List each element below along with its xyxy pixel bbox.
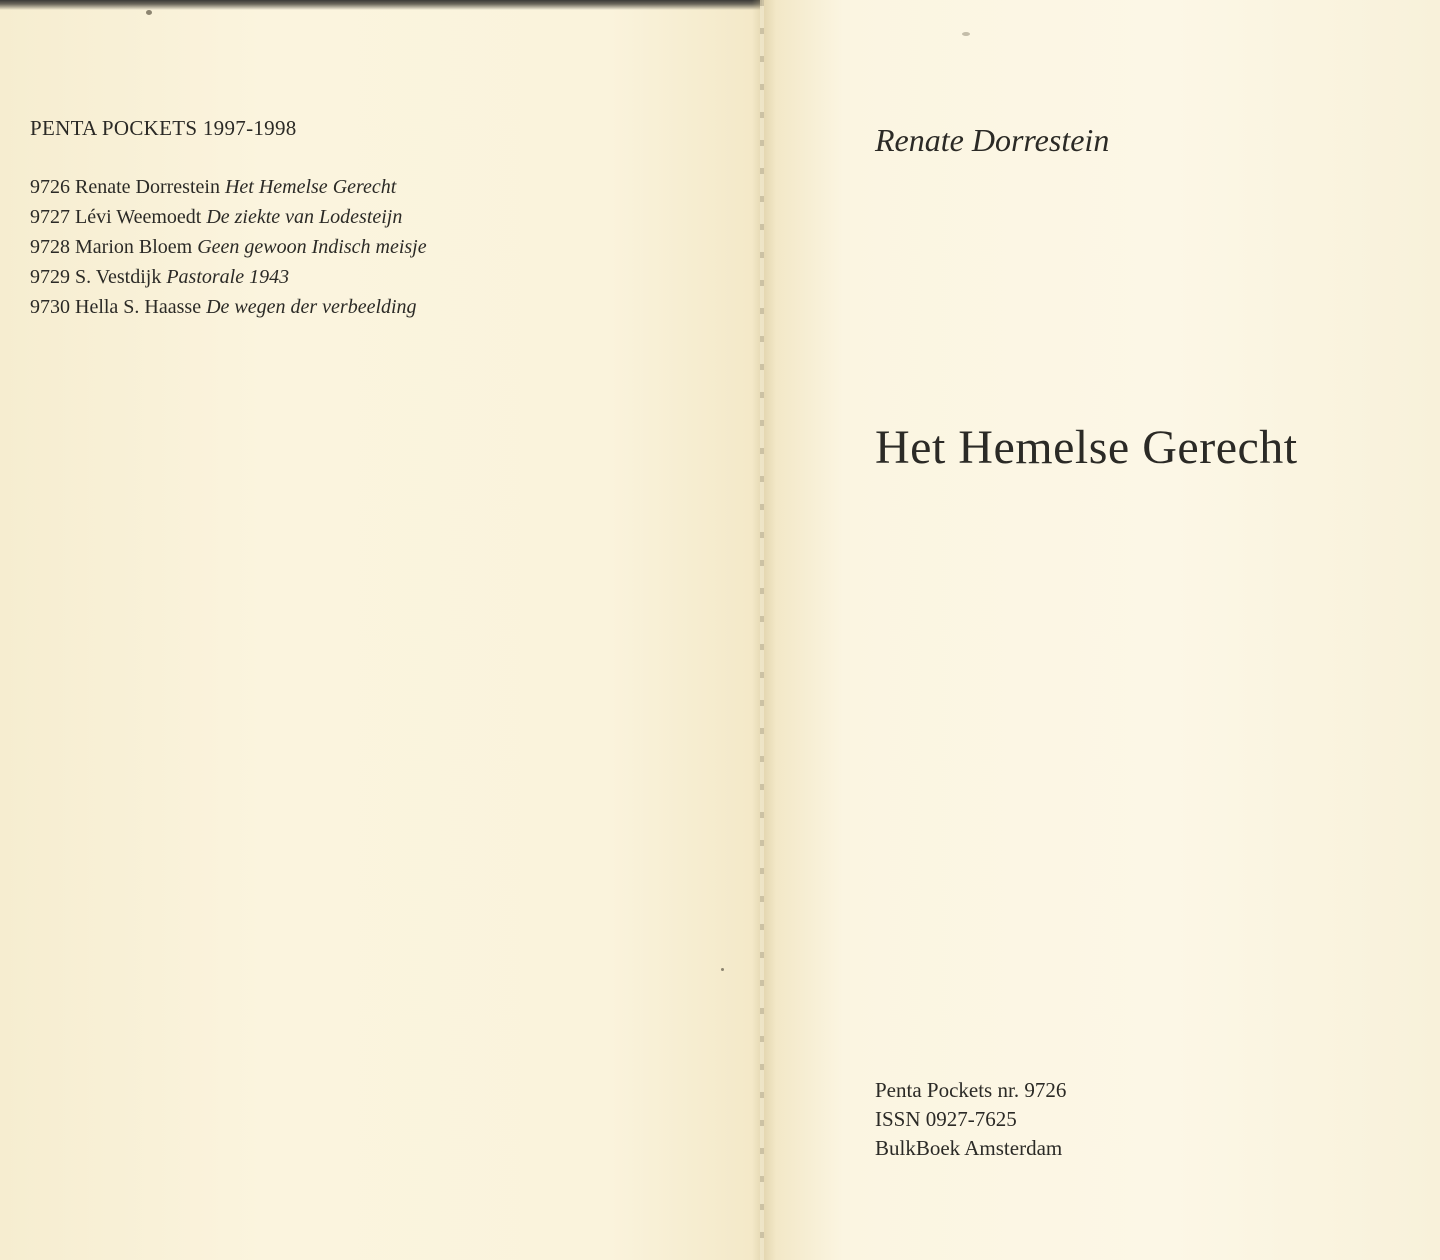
author-name: Renate Dorrestein bbox=[875, 122, 1110, 158]
series-item bbox=[30, 232, 427, 262]
paper-speck bbox=[962, 32, 970, 36]
series-number: 9730 bbox=[30, 296, 70, 318]
series-author: S. Vestdijk bbox=[75, 266, 162, 288]
series-title: Geen gewoon Indisch meisje bbox=[197, 236, 427, 258]
series-number: 9727 bbox=[30, 206, 70, 228]
series-item bbox=[30, 202, 427, 232]
series-author: Hella S. Haasse bbox=[75, 296, 202, 318]
series-title: Pastorale 1943 bbox=[166, 266, 290, 288]
imprint-issn: ISSN 0927-7625 bbox=[875, 1107, 1017, 1131]
right-page bbox=[762, 0, 1440, 1260]
imprint-publisher: BulkBoek Amsterdam bbox=[875, 1136, 1063, 1160]
series-item bbox=[30, 262, 427, 292]
series-title: De wegen der verbeelding bbox=[206, 296, 417, 318]
page-top-edge bbox=[0, 0, 762, 10]
imprint-block bbox=[875, 1076, 1066, 1163]
series-title: Het Hemelse Gerecht bbox=[224, 176, 397, 198]
series-item bbox=[30, 292, 427, 322]
series-author: Lévi Weemoedt bbox=[75, 206, 202, 228]
series-number: 9729 bbox=[30, 266, 70, 288]
paper-speck bbox=[721, 968, 724, 971]
series-list bbox=[30, 172, 427, 322]
stitched-spine bbox=[760, 0, 764, 1260]
series-number: 9726 bbox=[30, 176, 70, 198]
series-number: 9728 bbox=[30, 236, 70, 258]
imprint-series-number: Penta Pockets nr. 9726 bbox=[875, 1078, 1067, 1102]
series-author: Marion Bloem bbox=[75, 236, 193, 258]
series-author: Renate Dorrestein bbox=[75, 176, 220, 198]
book-title: Het Hemelse Gerecht bbox=[875, 421, 1298, 474]
paper-speck bbox=[146, 10, 152, 15]
series-item bbox=[30, 172, 427, 202]
series-heading: PENTA POCKETS 1997-1998 bbox=[30, 116, 297, 140]
series-title: De ziekte van Lodesteijn bbox=[206, 206, 403, 228]
spine-shadow bbox=[752, 0, 776, 1260]
